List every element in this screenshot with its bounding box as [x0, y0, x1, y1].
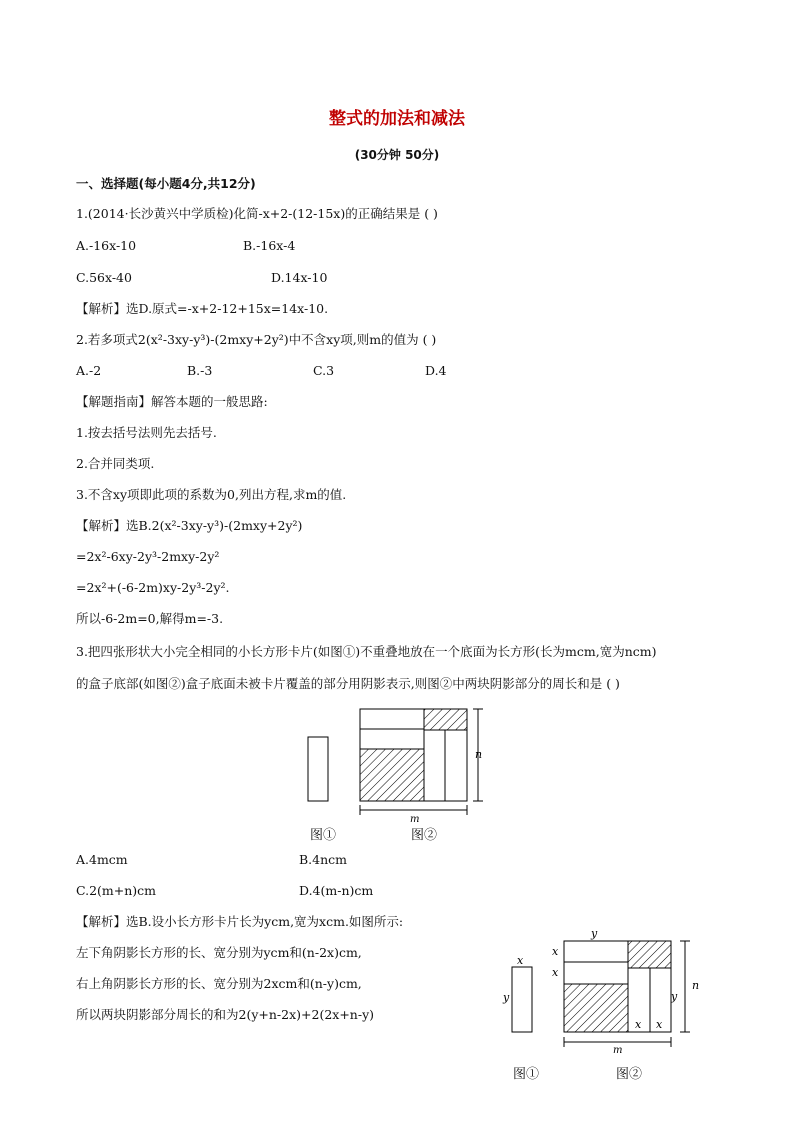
q3-analysis-line-3: 右上角阴影长方形的长、宽分别为2xcm和(n-y)cm, [76, 976, 362, 991]
fig2b-label-x-left-1: x [552, 945, 559, 958]
q1-option-b: B.-16x-4 [243, 238, 296, 253]
q2-guide-step-2: 2.合并同类项. [76, 456, 155, 471]
q2-option-b: B.-3 [187, 363, 213, 378]
q2-guide-step-3: 3.不含xy项即此项的系数为0,列出方程,求m的值. [76, 487, 347, 502]
fig2b-label-x-bottom-1: x [635, 1018, 642, 1031]
section-heading: 一、选择题(每小题4分,共12分) [76, 176, 256, 191]
fig2b-label-y-mid: y [671, 990, 678, 1003]
q2-guide-title: 【解题指南】解答本题的一般思路: [76, 394, 268, 409]
fig2-shade-bottom-left [360, 749, 424, 801]
fig1-card [308, 737, 328, 801]
q3-analysis-line-2: 左下角阴影长方形的长、宽分别为ycm和(n-2x)cm, [76, 945, 362, 960]
q3-stem-line-2: 的盒子底部(如图②)盒子底面未被卡片覆盖的部分用阴影表示,则图②中两块阴影部分的周长和是 ( ) [76, 676, 620, 691]
fig1b-label-x: x [517, 954, 524, 967]
q3-figure [290, 700, 500, 830]
q2-guide-step-1: 1.按去括号法则先去括号. [76, 425, 217, 440]
fig2b-shade-bottom-left [564, 984, 628, 1032]
fig2-shade-top-right [424, 709, 467, 730]
q2-option-d: D.4 [425, 363, 447, 378]
page-title: 整式的加法和减法 [329, 109, 465, 129]
q2-stem: 2.若多项式2(x²-3xy-y³)-(2mxy+2y²)中不含xy项,则m的值为 ( ) [76, 332, 437, 347]
fig2b-label-n: n [692, 979, 700, 992]
q3-option-a: A.4mcm [76, 852, 128, 867]
fig1b-caption: 图① [513, 1067, 540, 1082]
q1-option-d: D.14x-10 [271, 270, 328, 285]
q3-analysis-figure [495, 925, 715, 1055]
fig2b-label-x-left-2: x [552, 966, 559, 979]
q2-analysis-line-1: 【解析】选B.2(x²-3xy-y³)-(2mxy+2y²) [76, 518, 303, 533]
q3-option-d: D.4(m-n)cm [299, 883, 374, 898]
q3-option-c: C.2(m+n)cm [76, 883, 157, 898]
q3-option-b: B.4ncm [299, 852, 348, 867]
q2-analysis-line-3: =2x²+(-6-2m)xy-2y³-2y². [76, 580, 230, 595]
fig1b-label-y: y [503, 991, 510, 1004]
fig1-caption: 图① [310, 828, 337, 843]
fig2-caption: 图② [411, 828, 438, 843]
q3-analysis-line-1: 【解析】选B.设小长方形卡片长为ycm,宽为xcm.如图所示: [76, 914, 404, 929]
q2-analysis-line-4: 所以-6-2m=0,解得m=-3. [76, 611, 224, 626]
q2-analysis-line-2: =2x²-6xy-2y³-2mxy-2y² [76, 549, 220, 564]
q1-option-c: C.56x-40 [76, 270, 132, 285]
fig2b-caption: 图② [616, 1067, 643, 1082]
q3-stem-line-1: 3.把四张形状大小完全相同的小长方形卡片(如图①)不重叠地放在一个底面为长方形(长为mcm,宽为ncm) [76, 644, 657, 659]
fig2-label-n: n [475, 748, 483, 761]
fig2-label-m: m [410, 814, 420, 825]
fig1b-card [512, 967, 532, 1032]
fig2b-label-m: m [613, 1045, 623, 1055]
q1-stem: 1.(2014·长沙黄兴中学质检)化简-x+2-(12-15x)的正确结果是 ( ) [76, 206, 438, 221]
q2-option-a: A.-2 [76, 363, 102, 378]
q3-analysis-line-4: 所以两块阴影部分周长的和为2(y+n-2x)+2(2x+n-y) [76, 1007, 375, 1022]
page-subtitle: (30分钟 50分) [354, 148, 440, 162]
q2-option-c: C.3 [313, 363, 335, 378]
fig2b-label-y-top: y [591, 927, 598, 940]
q1-analysis: 【解析】选D.原式=-x+2-12+15x=14x-10. [76, 301, 329, 316]
q1-option-a: A.-16x-10 [76, 238, 137, 253]
fig2b-shade-top-right [628, 941, 671, 968]
fig2b-label-x-bottom-2: x [656, 1018, 663, 1031]
